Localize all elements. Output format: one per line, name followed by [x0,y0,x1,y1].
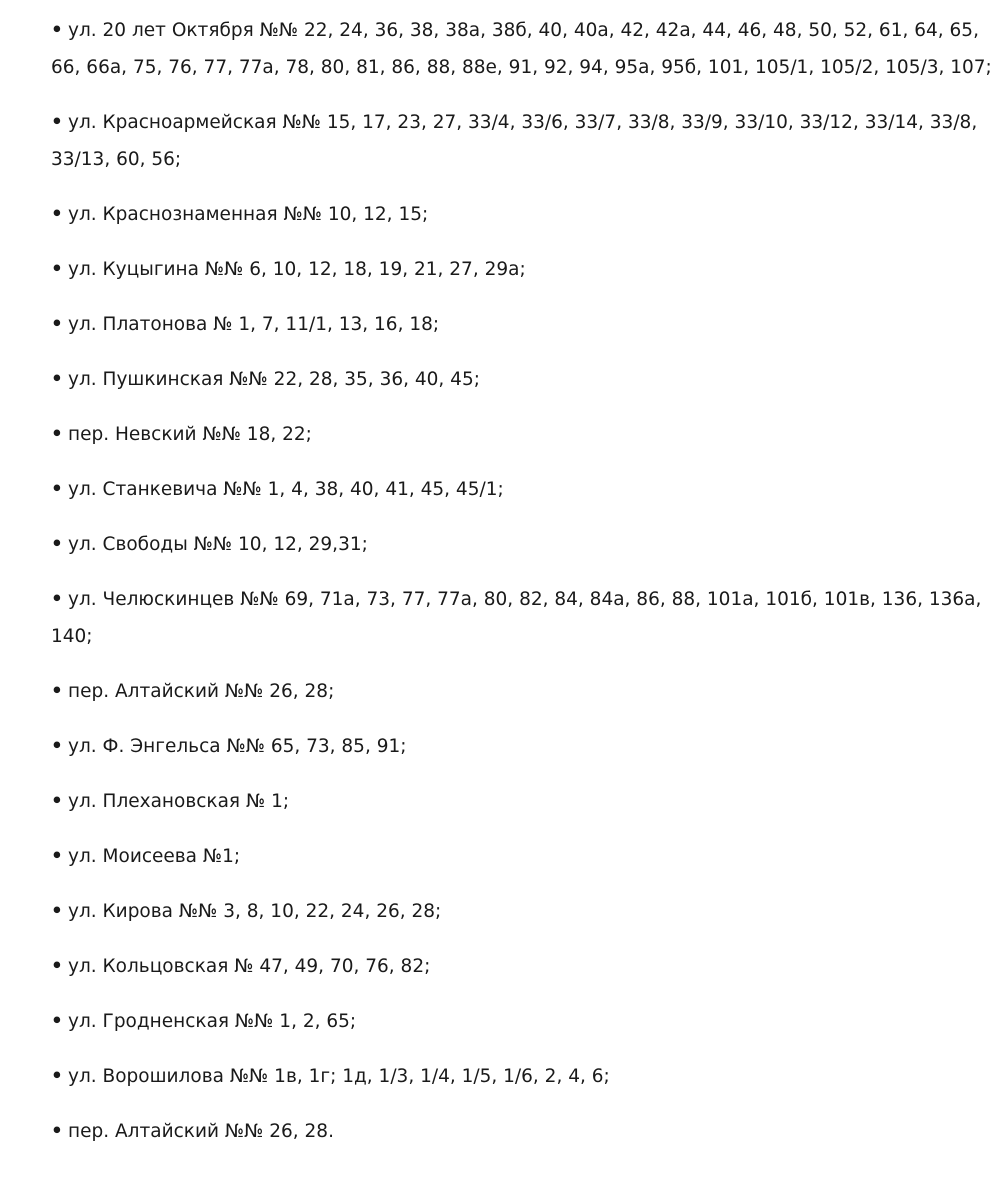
bullet-icon: • [51,1066,63,1087]
bullet-icon: • [51,204,63,225]
list-item-text: ул. Платонова № 1, 7, 11/1, 13, 16, 18; [68,314,440,335]
list-item [51,12,999,86]
list-item [51,1113,999,1150]
list-item [51,251,999,288]
list-item-text: пер. Алтайский №№ 26, 28; [68,681,335,702]
list-item [51,361,999,398]
list-item [51,526,999,563]
bullet-icon: • [51,791,63,812]
list-item-text: ул. Челюскинцев №№ 69, 71а, 73, 77, 77а, 80, 82, 84, 84а, 86, 88, 101а, 101б, 101в, 136, 136а, 140; [51,589,982,647]
bullet-icon: • [51,534,63,555]
list-item [51,673,999,710]
list-item-text: ул. Красноармейская №№ 15, 17, 23, 27, 33/4, 33/6, 33/7, 33/8, 33/9, 33/10, 33/12, 33/14, 33/8, 33/13, 60, 56; [51,112,978,170]
list-item-text: ул. 20 лет Октября №№ 22, 24, 36, 38, 38а, 38б, 40, 40а, 42, 42а, 44, 46, 48, 50, 52, 61, 64, 65, 66, 66а, 75, 76, 77, 77а, 78, 80, 81, 86, 88, 88е, 91, 92, 94, 95а, 95б, 101, 105/1, 105/2, 105/3, 107; [51,20,992,78]
list-item-text: ул. Моисеева №1; [68,846,241,867]
bullet-icon: • [51,1121,63,1142]
list-item [51,838,999,875]
list-item-text: ул. Ворошилова №№ 1в, 1г; 1д, 1/3, 1/4, 1/5, 1/6, 2, 4, 6; [68,1066,610,1087]
bullet-icon: • [51,736,63,757]
list-item [51,306,999,343]
list-item-text: ул. Кольцовская № 47, 49, 70, 76, 82; [68,956,431,977]
bullet-icon: • [51,846,63,867]
list-item-text: ул. Куцыгина №№ 6, 10, 12, 18, 19, 21, 27, 29а; [68,259,526,280]
list-item-text: ул. Станкевича №№ 1, 4, 38, 40, 41, 45, 45/1; [68,479,504,500]
bullet-icon: • [51,901,63,922]
address-list [51,12,999,1168]
list-item [51,581,999,655]
bullet-icon: • [51,1011,63,1032]
list-item [51,104,999,178]
bullet-icon: • [51,369,63,390]
list-item [51,783,999,820]
bullet-icon: • [51,479,63,500]
list-item-text: ул. Плехановская № 1; [68,791,290,812]
bullet-icon: • [51,20,63,41]
list-item [51,196,999,233]
list-item-text: ул. Пушкинская №№ 22, 28, 35, 36, 40, 45; [68,369,480,390]
list-item [51,728,999,765]
list-item [51,471,999,508]
list-item-text: ул. Гродненская №№ 1, 2, 65; [68,1011,357,1032]
bullet-icon: • [51,112,63,133]
bullet-icon: • [51,589,63,610]
list-item-text: пер. Алтайский №№ 26, 28. [68,1121,334,1142]
list-item-text: ул. Свободы №№ 10, 12, 29,31; [68,534,368,555]
list-item [51,1003,999,1040]
bullet-icon: • [51,424,63,445]
bullet-icon: • [51,259,63,280]
list-item-text: ул. Ф. Энгельса №№ 65, 73, 85, 91; [68,736,407,757]
bullet-icon: • [51,956,63,977]
bullet-icon: • [51,314,63,335]
list-item-text: ул. Краснознаменная №№ 10, 12, 15; [68,204,429,225]
list-item-text: ул. Кирова №№ 3, 8, 10, 22, 24, 26, 28; [68,901,442,922]
list-item [51,1058,999,1095]
list-item [51,948,999,985]
list-item [51,893,999,930]
list-item-text: пер. Невский №№ 18, 22; [68,424,312,445]
bullet-icon: • [51,681,63,702]
list-item [51,416,999,453]
